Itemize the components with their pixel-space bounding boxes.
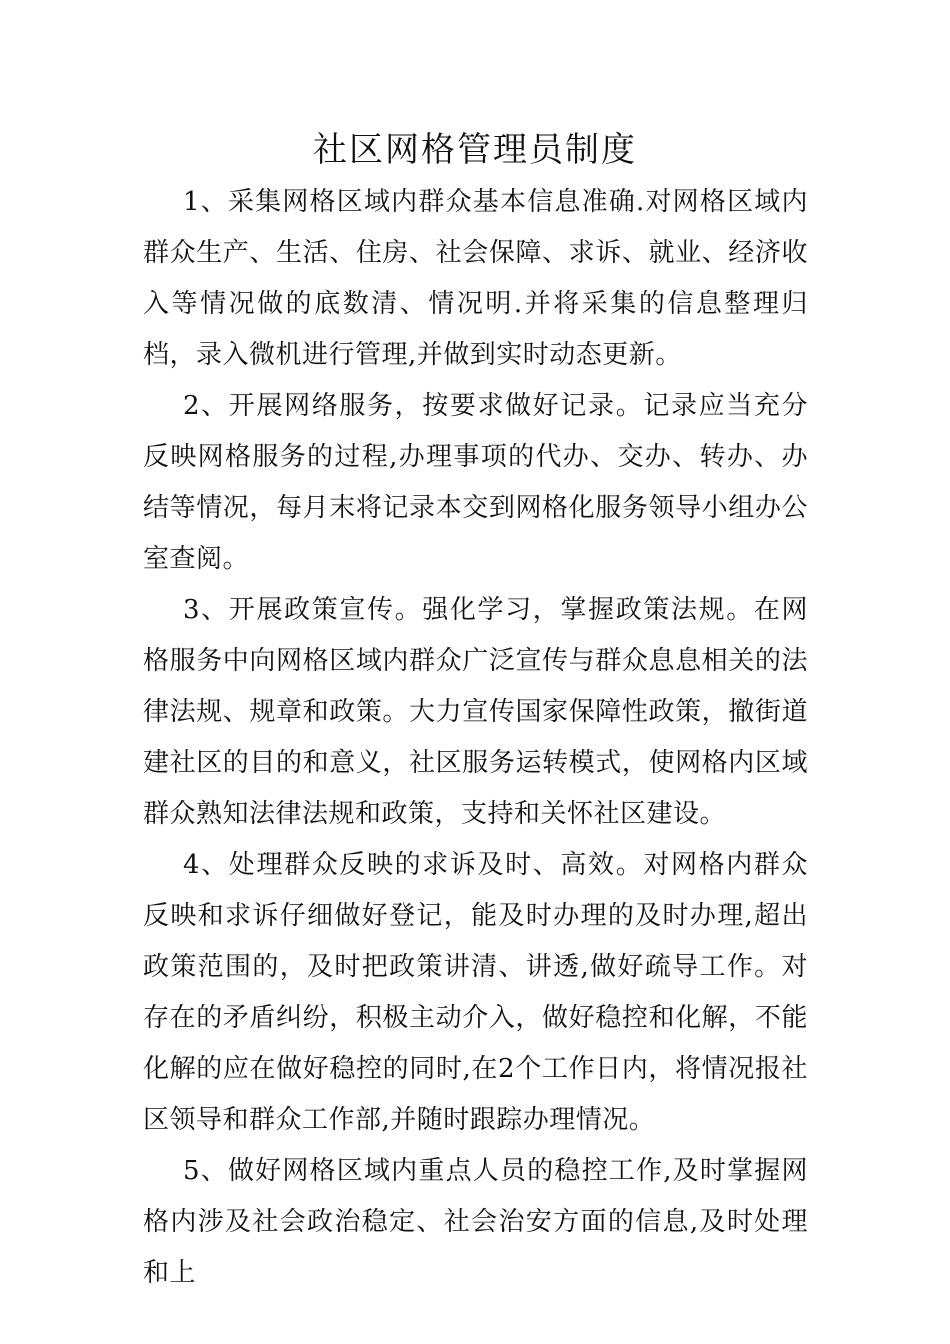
paragraph-2: 2、开展网络服务，按要求做好记录。记录应当充分反映网格服务的过程,办理事项的代办、交办、转办、办结等情况，每月末将记录本交到网格化服务领导小组办公室查阅。 bbox=[143, 391, 808, 574]
paragraph-1: 1、采集网格区域内群众基本信息准确.对网格区域内群众生产、生活、住房、社会保障、求诉、就业、经济收入等情况做的底数清、情况明.并将采集的信息整理归档，录入微机进行管理,并做到实时动态更新。 bbox=[143, 187, 808, 370]
document-body bbox=[143, 177, 808, 1299]
paragraph-4: 4、处理群众反映的求诉及时、高效。对网格内群众反映和求诉仔细做好登记，能及时办理的及时办理,超出政策范围的，及时把政策讲清、讲透,做好疏导工作。对存在的矛盾纠纷，积极主动介入，做好稳控和化解，不能化解的应在做好稳控的同时,在2个工作日内，将情况报社区领导和群众工作部,并随时跟踪办理情况。 bbox=[143, 850, 808, 1135]
document-title: 社区网格管理员制度 bbox=[313, 130, 637, 170]
paragraph-3: 3、开展政策宣传。强化学习，掌握政策法规。在网格服务中向网格区域内群众广泛宣传与群众息息相关的法律法规、规章和政策。大力宣传国家保障性政策，撤街道建社区的目的和意义，社区服务运转模式，使网格内区域群众熟知法律法规和政策，支持和关怀社区建设。 bbox=[143, 595, 808, 829]
paragraph-5: 5、做好网格区域内重点人员的稳控工作,及时掌握网格内涉及社会政治稳定、社会治安方面的信息,及时处理和上 bbox=[143, 1156, 808, 1288]
